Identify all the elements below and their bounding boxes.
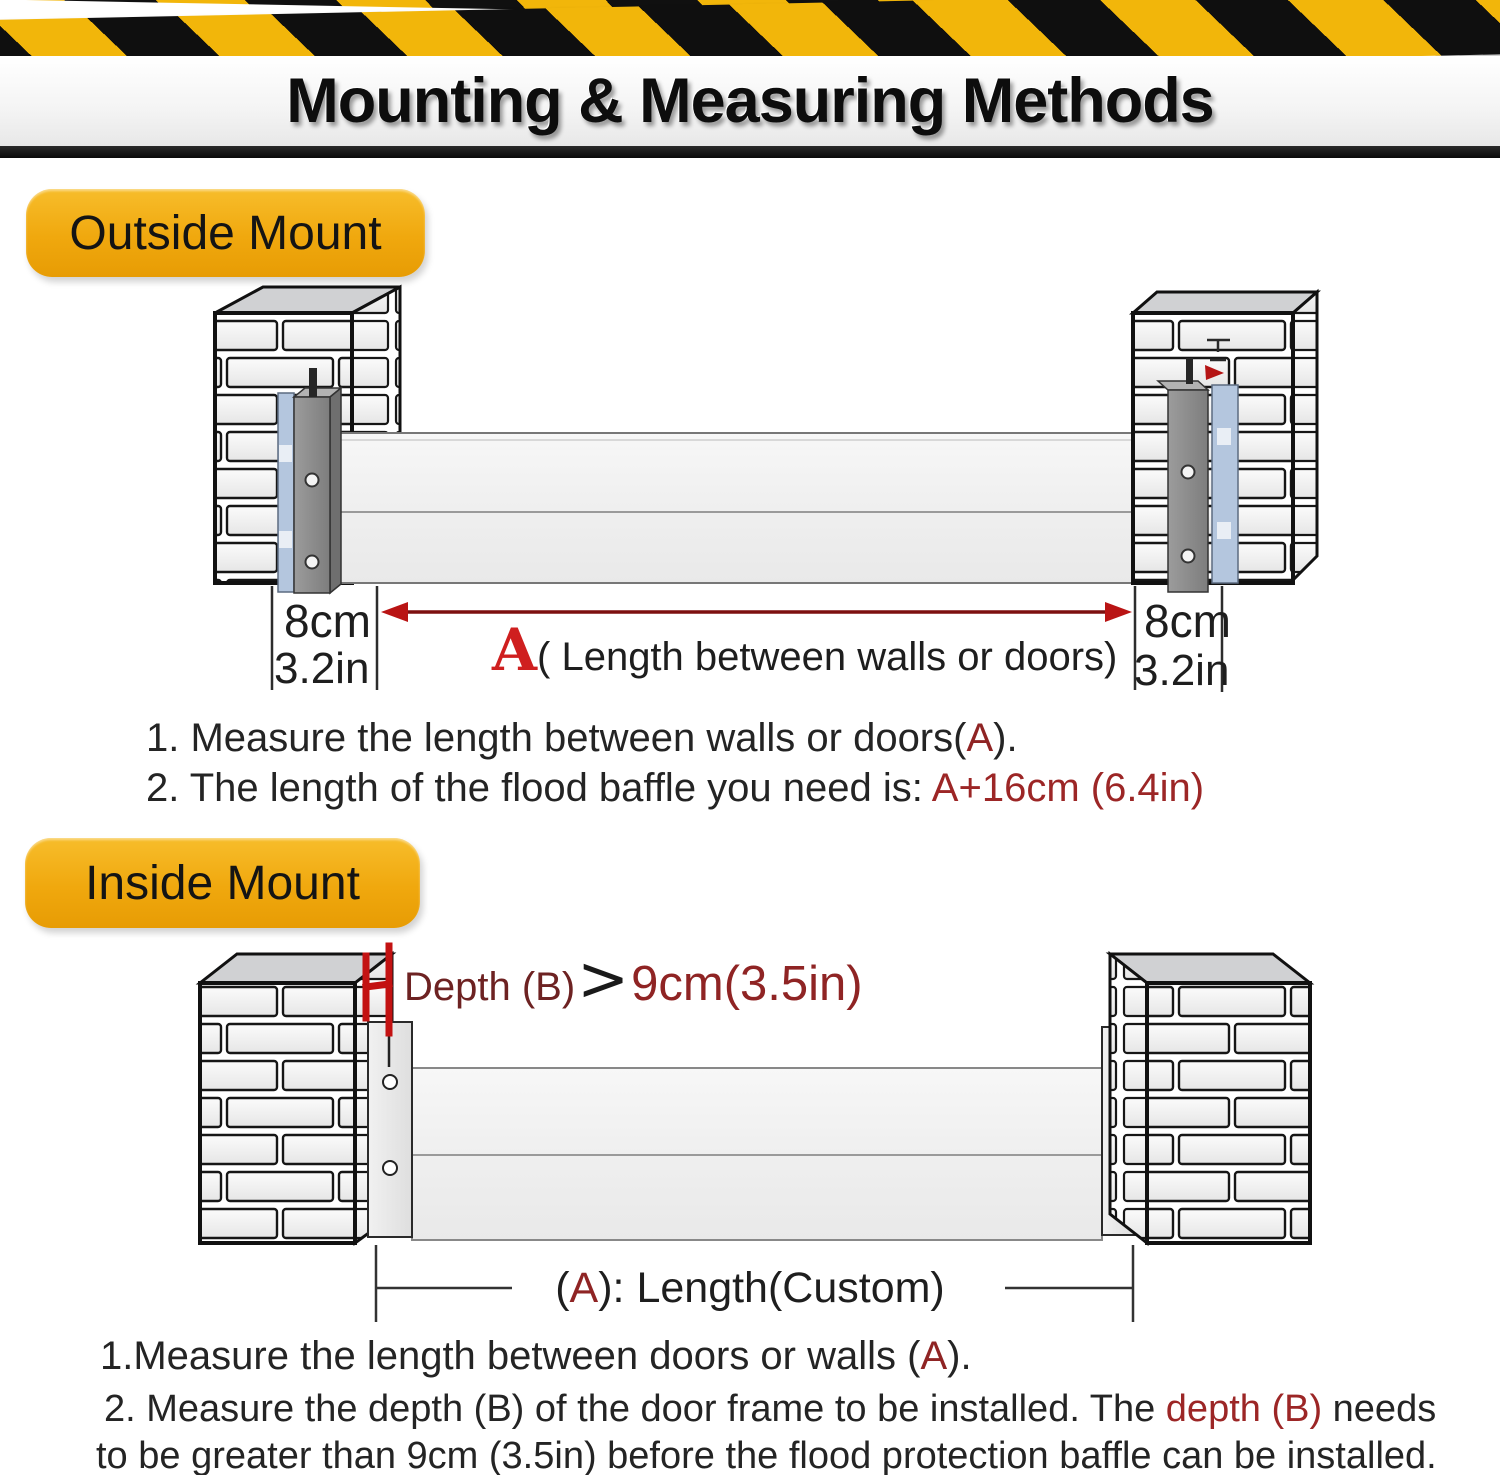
- inside-step-2-line1-post: needs: [1322, 1388, 1437, 1430]
- inside-step-1-a: A: [920, 1334, 948, 1378]
- inside-mount-badge: [25, 838, 420, 928]
- inside-step-1-pre: 1.Measure the length between doors or walls (: [100, 1334, 921, 1378]
- span-length-label-a: A: [492, 616, 538, 684]
- outside-step-1-a: A: [966, 716, 994, 760]
- custom-length-label: [0, 1264, 1500, 1313]
- inside-step-1-post: ).: [947, 1334, 972, 1378]
- greater-than-icon: >: [577, 942, 630, 1015]
- hazard-header: [0, 0, 1500, 162]
- span-length-label: [492, 616, 1117, 684]
- outside-right-dim-cm: 8cm: [1144, 595, 1231, 647]
- outside-mount-badge-label: Outside Mount: [69, 206, 382, 260]
- outside-step-2-pre: 2. The length of the flood baffle you need is:: [146, 766, 932, 810]
- custom-length-post: ): Length(Custom): [598, 1264, 945, 1312]
- title-divider: [0, 146, 1500, 158]
- depth-label-name: Depth (B): [404, 965, 576, 1009]
- span-length-label-text: ( Length between walls or doors): [537, 635, 1118, 679]
- outside-mount-badge: [26, 189, 425, 277]
- depth-requirement-label: [404, 942, 863, 1015]
- outside-left-bracket: [278, 368, 341, 593]
- inside-step-2-line1: [104, 1386, 1491, 1433]
- inside-barrier: [412, 1068, 1102, 1240]
- outside-left-dim-in: 3.2in: [274, 644, 370, 693]
- outside-step-2: [146, 766, 1204, 811]
- custom-length-pre: (: [555, 1264, 570, 1312]
- inside-mount-badge-label: Inside Mount: [85, 856, 360, 910]
- page-title: Mounting & Measuring Methods: [286, 66, 1214, 136]
- inside-step-2-line1-red: depth (B): [1165, 1388, 1323, 1430]
- outside-right-dim-in: 3.2in: [1134, 646, 1230, 695]
- depth-label-value: 9cm(3.5in): [631, 957, 863, 1011]
- inside-step-1: [100, 1334, 972, 1379]
- custom-length-a: A: [569, 1264, 599, 1312]
- outside-left-dim-cm: 8cm: [284, 595, 371, 647]
- inside-step-2-line2: to be greater than 9cm (3.5in) before the flood protection baffle can be installed.: [96, 1435, 1437, 1475]
- title-panel: [0, 56, 1500, 146]
- outside-step-1-post: ).: [993, 716, 1018, 760]
- outside-step-1-pre: 1. Measure the length between walls or doors(: [146, 716, 967, 760]
- inside-step-2-line1-pre: 2. Measure the depth (B) of the door frame to be installed. The: [104, 1388, 1166, 1430]
- outside-step-1: [146, 716, 1018, 761]
- inside-right-pillar: [1110, 954, 1310, 1243]
- outside-right-bracket: [1158, 358, 1238, 592]
- outside-barrier: [330, 433, 1168, 583]
- inside-step-2: [96, 1386, 1491, 1475]
- outside-step-2-formula: A+16cm (6.4in): [931, 766, 1205, 810]
